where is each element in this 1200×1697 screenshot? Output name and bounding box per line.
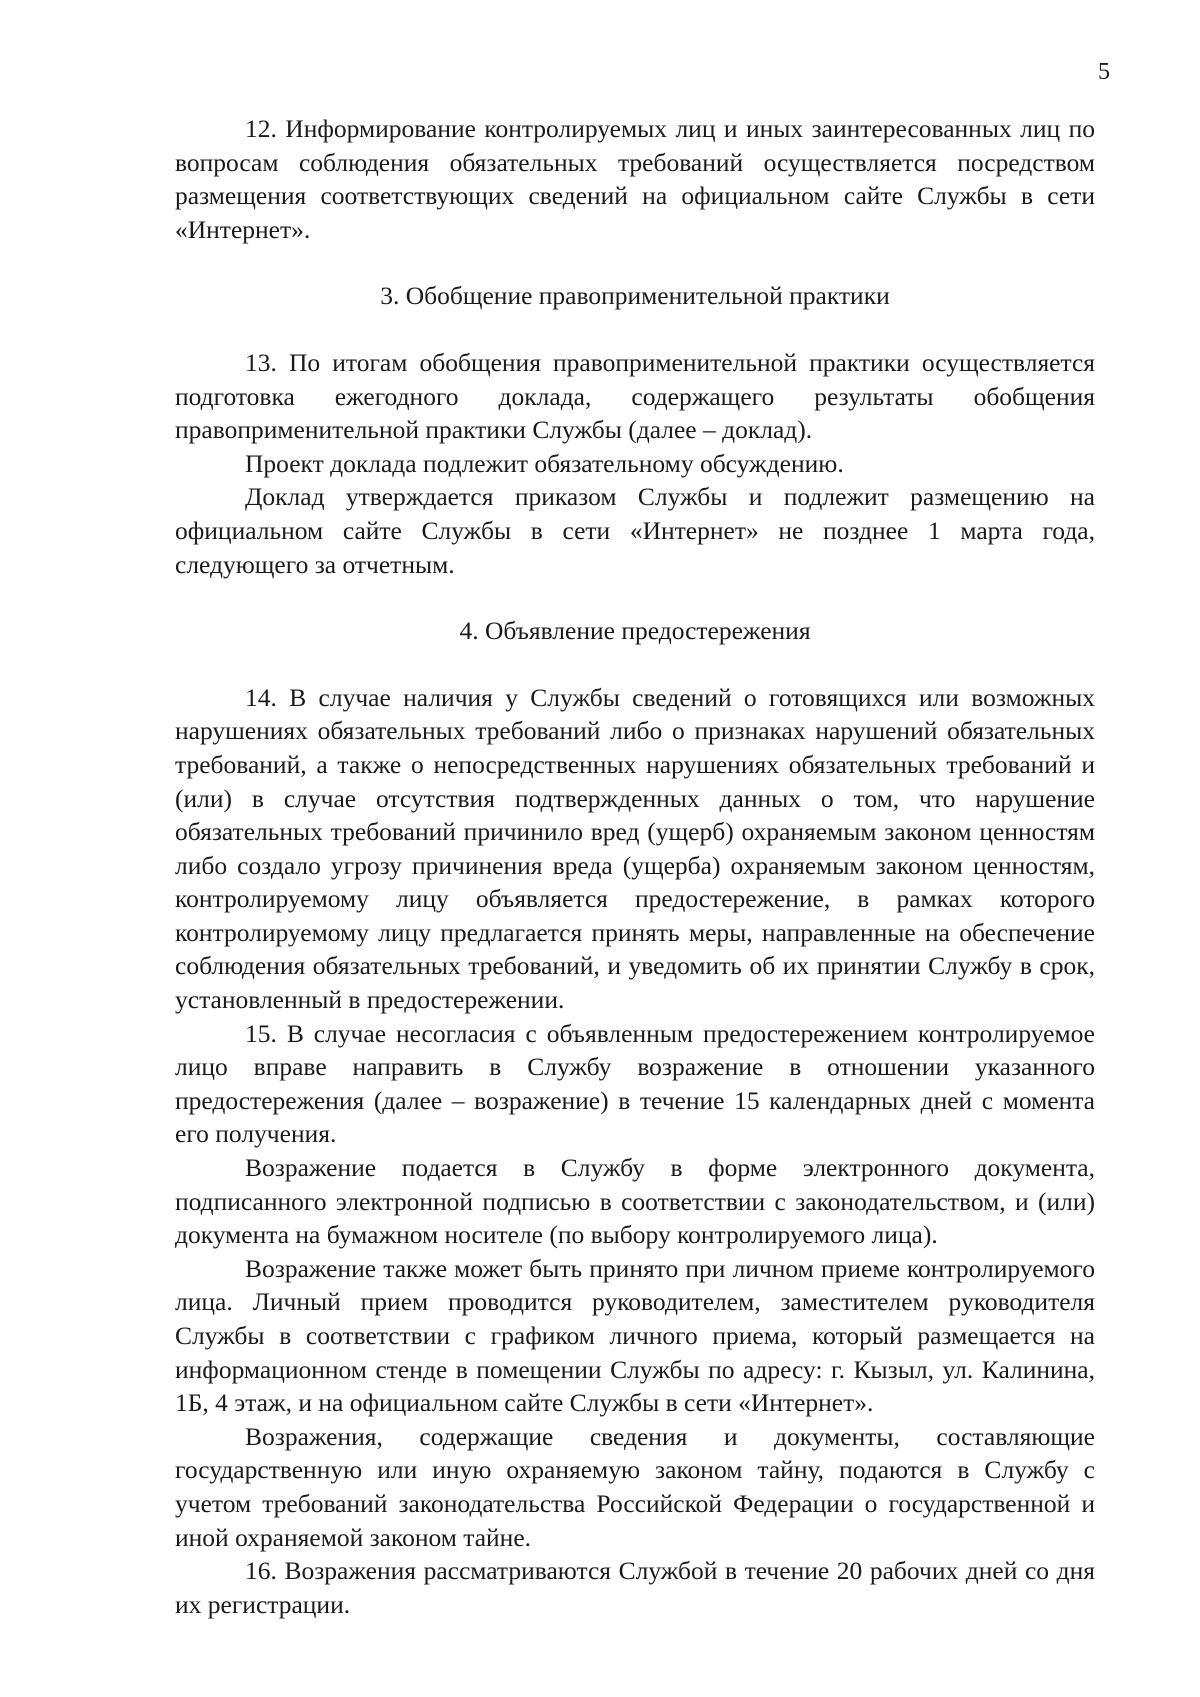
paragraph-15: 15. В случае несогласия с объявленным предостережением контролируемое лицо вправе направить в Службу возражение в отношении указанного предостережения (далее – возражение) в течение 15 календарных дней с момента его получения. <box>175 1018 1095 1149</box>
paragraph-12: 12. Информирование контролируемых лиц и иных заинтересованных лиц по вопросам соблюдения обязательных требований осуществляется посредством размещения соответствующих сведений на официальном сайте Службы в сети «Интернет». <box>175 114 1095 244</box>
paragraph-13: 13. По итогам обобщения правоприменительной практики осуществляется подготовка ежегодного доклада, содержащего результаты обобщения правоприменительной практики Службы (далее – доклад). <box>175 347 1095 445</box>
paragraph-13-approval: Доклад утверждается приказом Службы и подлежит размещению на официальном сайте Службы в сети «Интернет» не позднее 1 марта года, следующего за отчетным. <box>175 482 1095 579</box>
document-body <box>175 112 1095 1621</box>
paragraph-13-draft: Проект доклада подлежит обязательному обсуждению. <box>245 448 844 478</box>
paragraph-16: 16. Возражения рассматриваются Службой в течение 20 рабочих дней со дня их регистрации. <box>175 1556 1095 1619</box>
section-heading-4: 4. Объявление предостережения <box>459 616 811 646</box>
paragraph-15-secret: Возражения, содержащие сведения и документы, составляющие государственную или иную охраняемую законом тайну, подаются в Службу с учетом требований законодательства Российской Федерации о государственной и иной охраняемой законом тайне. <box>175 1421 1095 1552</box>
page-number: 5 <box>1098 59 1110 85</box>
paragraph-15-personal-reception: Возражение также может быть принято при личном приеме контролируемого лица. Личный прием проводится руководителем, заместителем руководителя Службы в соответствии с графиком личного приема, который размещается на информационном стенде в помещении Службы по адресу: г. Кызыл, ул. Калинина, 1Б, 4 этаж, и на официальном сайте Службы в сети «Интернет». <box>175 1253 1095 1418</box>
paragraph-15-electronic: Возражение подается в Службу в форме электронного документа, подписанного электронной подписью в соответствии с законодательством, и (или) документа на бумажном носителе (по выбору контролируемого лица). <box>175 1153 1095 1250</box>
paragraph-14: 14. В случае наличия у Службы сведений о готовящихся или возможных нарушениях обязательных требований либо о признаках нарушений обязательных требований, а также о непосредственных нарушениях обязательных требований и (или) в случае отсутствия подтвержденных данных о том, что нарушение обязательных требований причинило вред (ущерб) охраняемым законом ценностям либо создало угрозу причинения вреда (ущерба) охраняемым законом ценностям, контролируемому лицу объявляется предостережение, в рамках которого контролируемому лицу предлагается принять меры, направленные на обеспечение соблюдения обязательных требований, и уведомить об их принятии Службу в срок, установленный в предостережении. <box>175 682 1095 1015</box>
section-heading-3: 3. Обобщение правоприменительной практики <box>380 281 890 311</box>
